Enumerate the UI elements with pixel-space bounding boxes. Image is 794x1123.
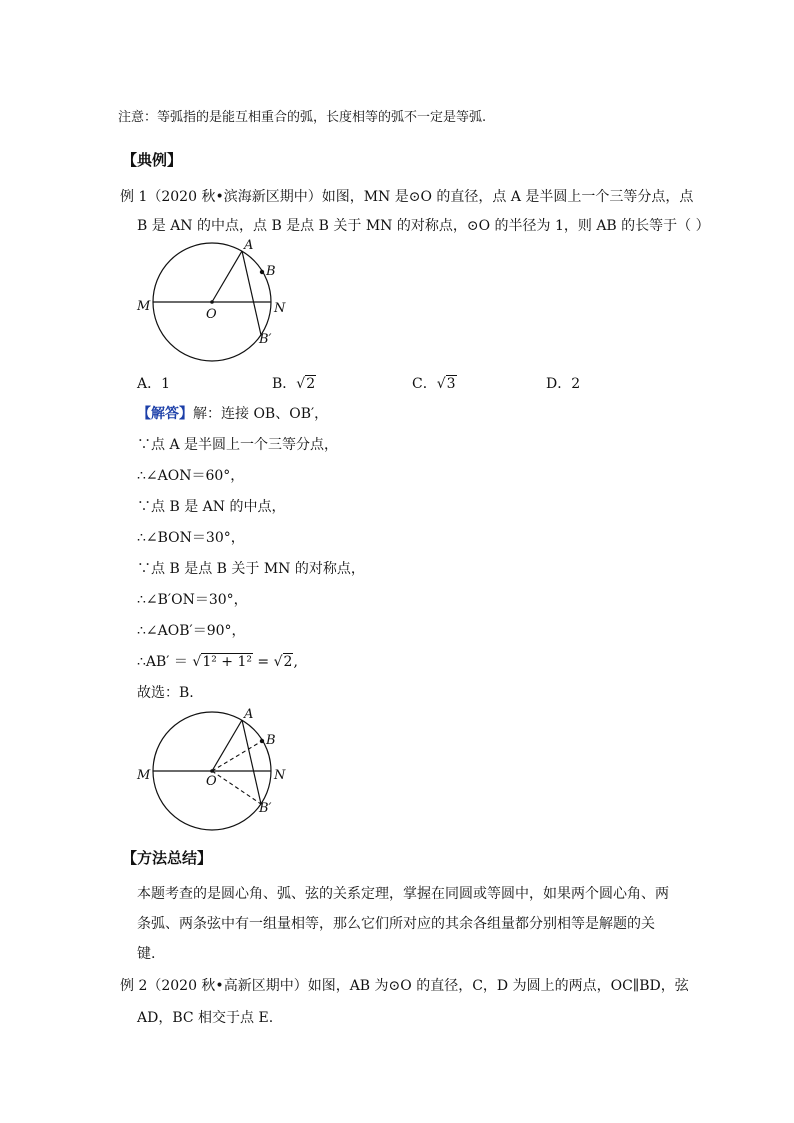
solution-line-8 — [137, 652, 298, 672]
label-m-2: M — [137, 768, 151, 783]
method-heading: 【方法总结】 — [122, 849, 213, 867]
segment-ob-dashed — [212, 741, 262, 771]
segment-oa — [212, 251, 242, 302]
label-o: O — [206, 307, 217, 322]
method-line-2: 键. — [137, 946, 156, 962]
figure-2 — [130, 707, 290, 837]
figure-1 — [130, 240, 290, 370]
option-b — [272, 374, 316, 394]
segment-oa-2 — [212, 720, 242, 771]
option-c-radicand: 3 — [446, 376, 456, 392]
label-b-prime-2: B′ — [259, 801, 272, 816]
option-a: A．1 — [137, 376, 171, 392]
label-m: M — [137, 299, 151, 314]
example2-line1: 例 2（2020 秋•高新区期中）如图，AB 为⊙O 的直径，C，D 为圆上的两点，OC∥BD，弦 — [120, 978, 689, 994]
solution-text-0: 解：连接 OB、OB′， — [193, 406, 329, 422]
example1-line1 — [120, 187, 693, 207]
option-c — [412, 374, 457, 394]
label-a: A — [244, 238, 254, 253]
solution-line-3: ∵点 B 是 AN 的中点， — [137, 499, 286, 515]
solution-line-2: ∴∠AON＝60°， — [137, 468, 245, 484]
point-b — [260, 270, 264, 274]
example2-line2: AD，BC 相交于点 E. — [137, 1010, 274, 1026]
sqrt-expression: √1² + 1² = √2, — [192, 654, 298, 670]
label-n-2: N — [274, 768, 286, 783]
segment-ob-prime-dashed — [212, 771, 261, 804]
solution-line-9: 故选：B. — [137, 685, 194, 701]
label-a-2: A — [244, 707, 254, 722]
example1-source: （2020 秋•滨海新区期中） — [147, 189, 322, 205]
example-heading: 【典例】 — [122, 151, 183, 169]
method-line-0: 本题考查的是圆心角、弧、弦的关系定理，掌握在同圆或等圆中，如果两个圆心角、两 — [137, 886, 669, 902]
solution-line-6: ∴∠B′ON＝30°， — [137, 592, 248, 608]
solution-line-1: ∵点 A 是半圆上一个三等分点， — [137, 437, 339, 453]
solution-line-7: ∴∠AOB′＝90°， — [137, 623, 246, 639]
label-b-prime: B′ — [259, 332, 272, 347]
note-text: 注意：等弧指的是能互相重合的弧，长度相等的弧不一定是等弧. — [118, 110, 487, 125]
solution-line-5: ∵点 B 是点 B 关于 MN 的对称点， — [137, 561, 365, 577]
label-n: N — [274, 301, 286, 316]
example1-line2: B 是 AN 的中点，点 B 是点 B 关于 MN 的对称点，⊙O 的半径为 1，则 AB 的长等于（ ） — [137, 218, 710, 234]
option-c-label: C． — [412, 376, 437, 392]
example1-label: 例 1 — [120, 189, 148, 205]
example1-text1: 如图，MN 是⊙O 的直径，点 A 是半圆上一个三等分点，点 — [321, 189, 694, 205]
point-o-2 — [210, 769, 214, 773]
option-b-label: B． — [272, 376, 297, 392]
point-o — [210, 300, 214, 304]
solution-line-0 — [137, 404, 328, 424]
segment-ab-prime — [242, 251, 261, 335]
option-d: D．2 — [546, 376, 581, 392]
label-o-2: O — [206, 774, 217, 789]
sqrt-2: √2 — [296, 376, 316, 392]
label-b-2: B — [266, 733, 276, 748]
sqrt-3: √3 — [436, 376, 456, 392]
solution-tag: 【解答】 — [137, 406, 193, 422]
option-b-radicand: 2 — [306, 376, 316, 392]
solution-line-4: ∴∠BON＝30°， — [137, 530, 245, 546]
solution-text-8: ∴AB′ ＝ — [137, 654, 188, 670]
label-b: B — [266, 264, 276, 279]
point-b-2 — [260, 739, 264, 743]
segment-ab-prime-2 — [242, 720, 261, 804]
method-line-1: 条弧、两条弦中有一组量相等，那么它们所对应的其余各组量都分别相等是解题的关 — [137, 916, 655, 932]
